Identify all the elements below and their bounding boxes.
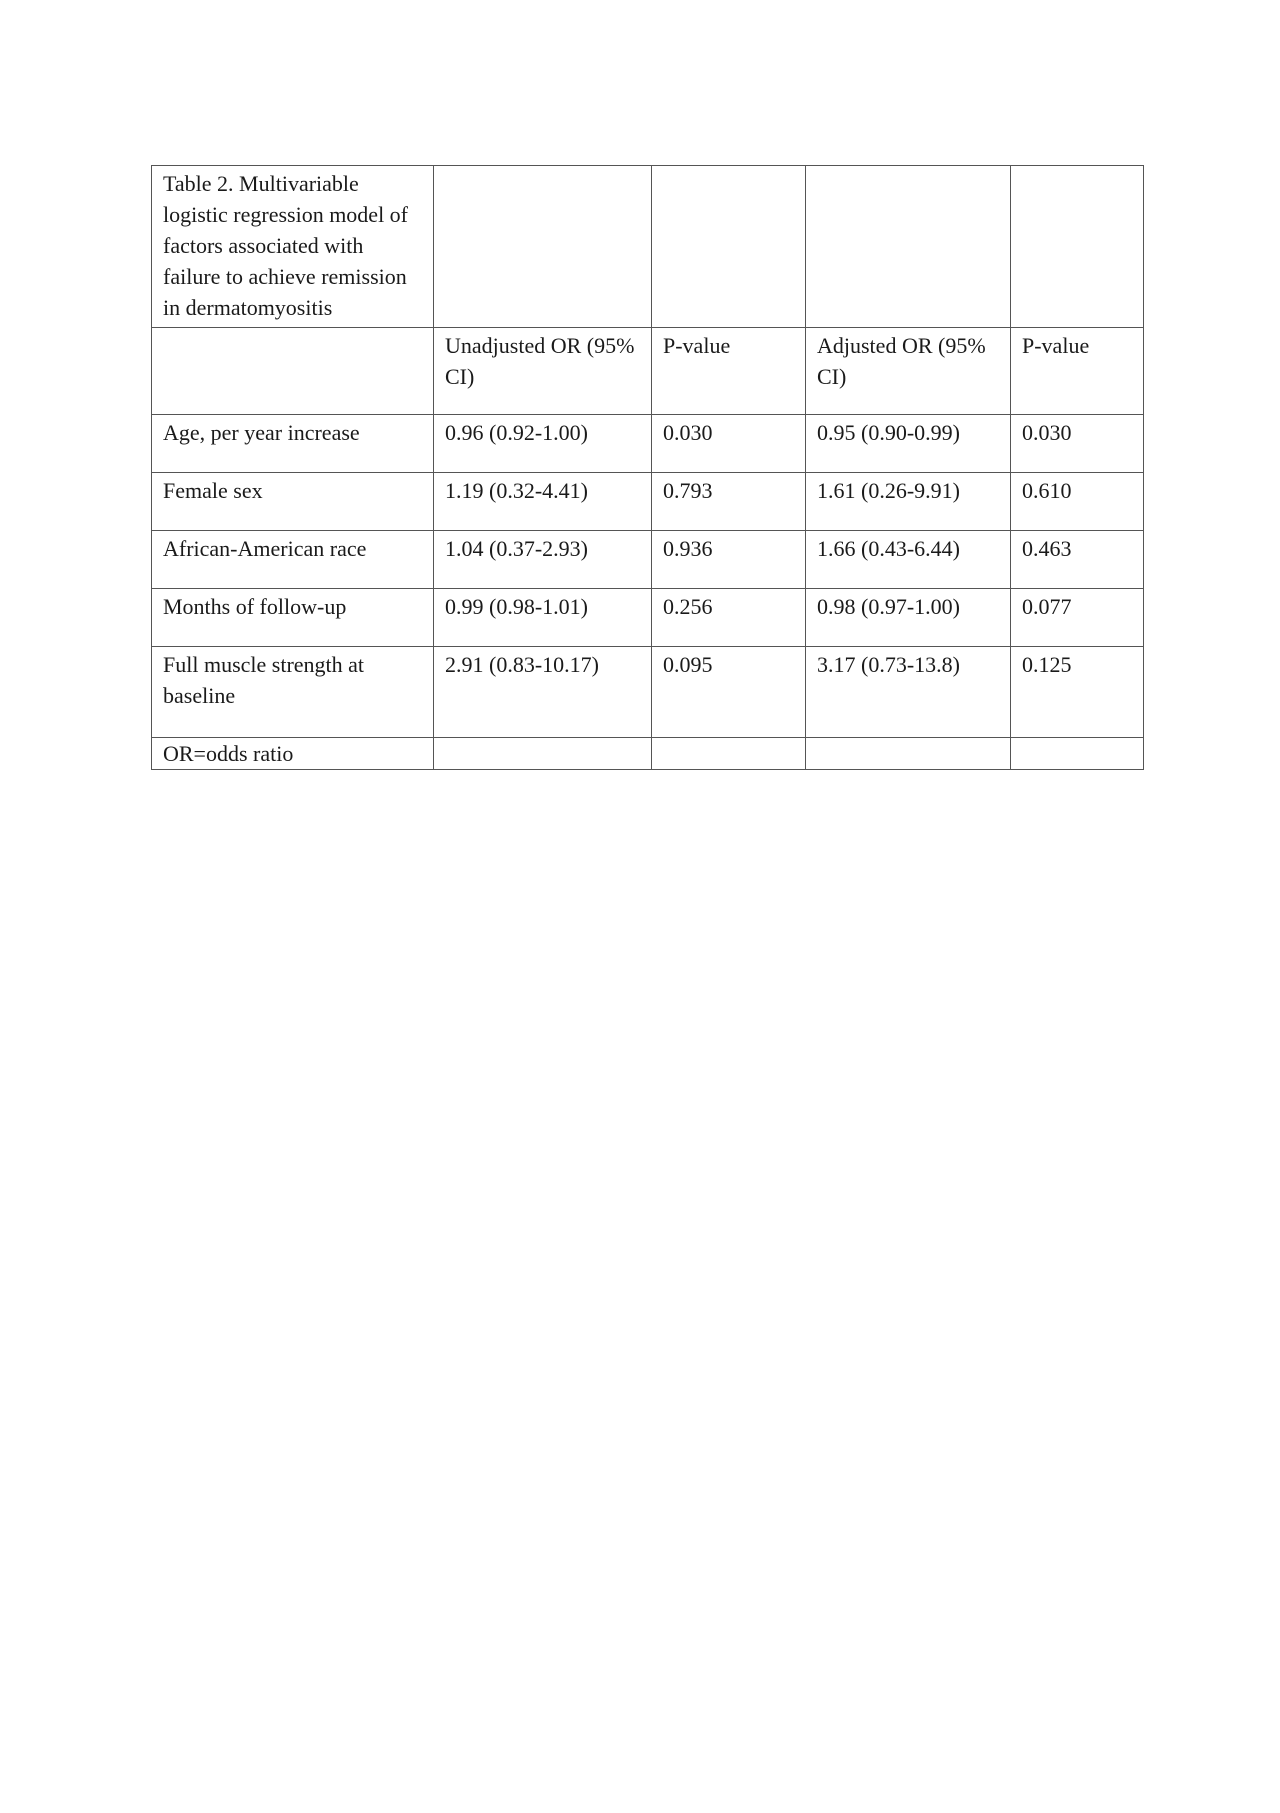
table-caption: Table 2. Multivariable logistic regression model of factors associated with failure to achieve remission in dermatomyositis [152, 166, 434, 328]
adjusted-or-cell: 1.66 (0.43-6.44) [806, 531, 1011, 589]
empty-cell [434, 166, 652, 328]
p-value-cell: 0.610 [1011, 473, 1144, 531]
empty-cell [434, 738, 652, 770]
p-value-cell: 0.256 [652, 589, 806, 647]
empty-cell [1011, 738, 1144, 770]
regression-table [151, 165, 1144, 770]
empty-cell [806, 738, 1011, 770]
p-value-cell: 0.030 [1011, 415, 1144, 473]
p-value-cell: 0.463 [1011, 531, 1144, 589]
unadjusted-or-cell: 0.96 (0.92-1.00) [434, 415, 652, 473]
header-p-value-adjusted: P-value [1011, 328, 1144, 415]
table-row [152, 415, 1144, 473]
table-row [152, 531, 1144, 589]
p-value-cell: 0.936 [652, 531, 806, 589]
p-value-cell: 0.077 [1011, 589, 1144, 647]
caption-row [152, 166, 1144, 328]
p-value-cell: 0.793 [652, 473, 806, 531]
empty-cell [1011, 166, 1144, 328]
p-value-cell: 0.095 [652, 647, 806, 738]
row-label: African-American race [152, 531, 434, 589]
footnote-row [152, 738, 1144, 770]
unadjusted-or-cell: 2.91 (0.83-10.17) [434, 647, 652, 738]
header-adjusted-or: Adjusted OR (95% CI) [806, 328, 1011, 415]
empty-cell [652, 166, 806, 328]
adjusted-or-cell: 1.61 (0.26-9.91) [806, 473, 1011, 531]
row-label: Full muscle strength at baseline [152, 647, 434, 738]
adjusted-or-cell: 0.95 (0.90-0.99) [806, 415, 1011, 473]
table-row [152, 473, 1144, 531]
table-footnote: OR=odds ratio [152, 738, 434, 770]
adjusted-or-cell: 3.17 (0.73-13.8) [806, 647, 1011, 738]
row-label: Months of follow-up [152, 589, 434, 647]
p-value-cell: 0.030 [652, 415, 806, 473]
adjusted-or-cell: 0.98 (0.97-1.00) [806, 589, 1011, 647]
row-label: Female sex [152, 473, 434, 531]
header-p-value-unadjusted: P-value [652, 328, 806, 415]
unadjusted-or-cell: 0.99 (0.98-1.01) [434, 589, 652, 647]
header-unadjusted-or: Unadjusted OR (95% CI) [434, 328, 652, 415]
header-row [152, 328, 1144, 415]
table-row [152, 647, 1144, 738]
unadjusted-or-cell: 1.19 (0.32-4.41) [434, 473, 652, 531]
header-cell-blank [152, 328, 434, 415]
row-label: Age, per year increase [152, 415, 434, 473]
p-value-cell: 0.125 [1011, 647, 1144, 738]
empty-cell [652, 738, 806, 770]
empty-cell [806, 166, 1011, 328]
table-row [152, 589, 1144, 647]
unadjusted-or-cell: 1.04 (0.37-2.93) [434, 531, 652, 589]
